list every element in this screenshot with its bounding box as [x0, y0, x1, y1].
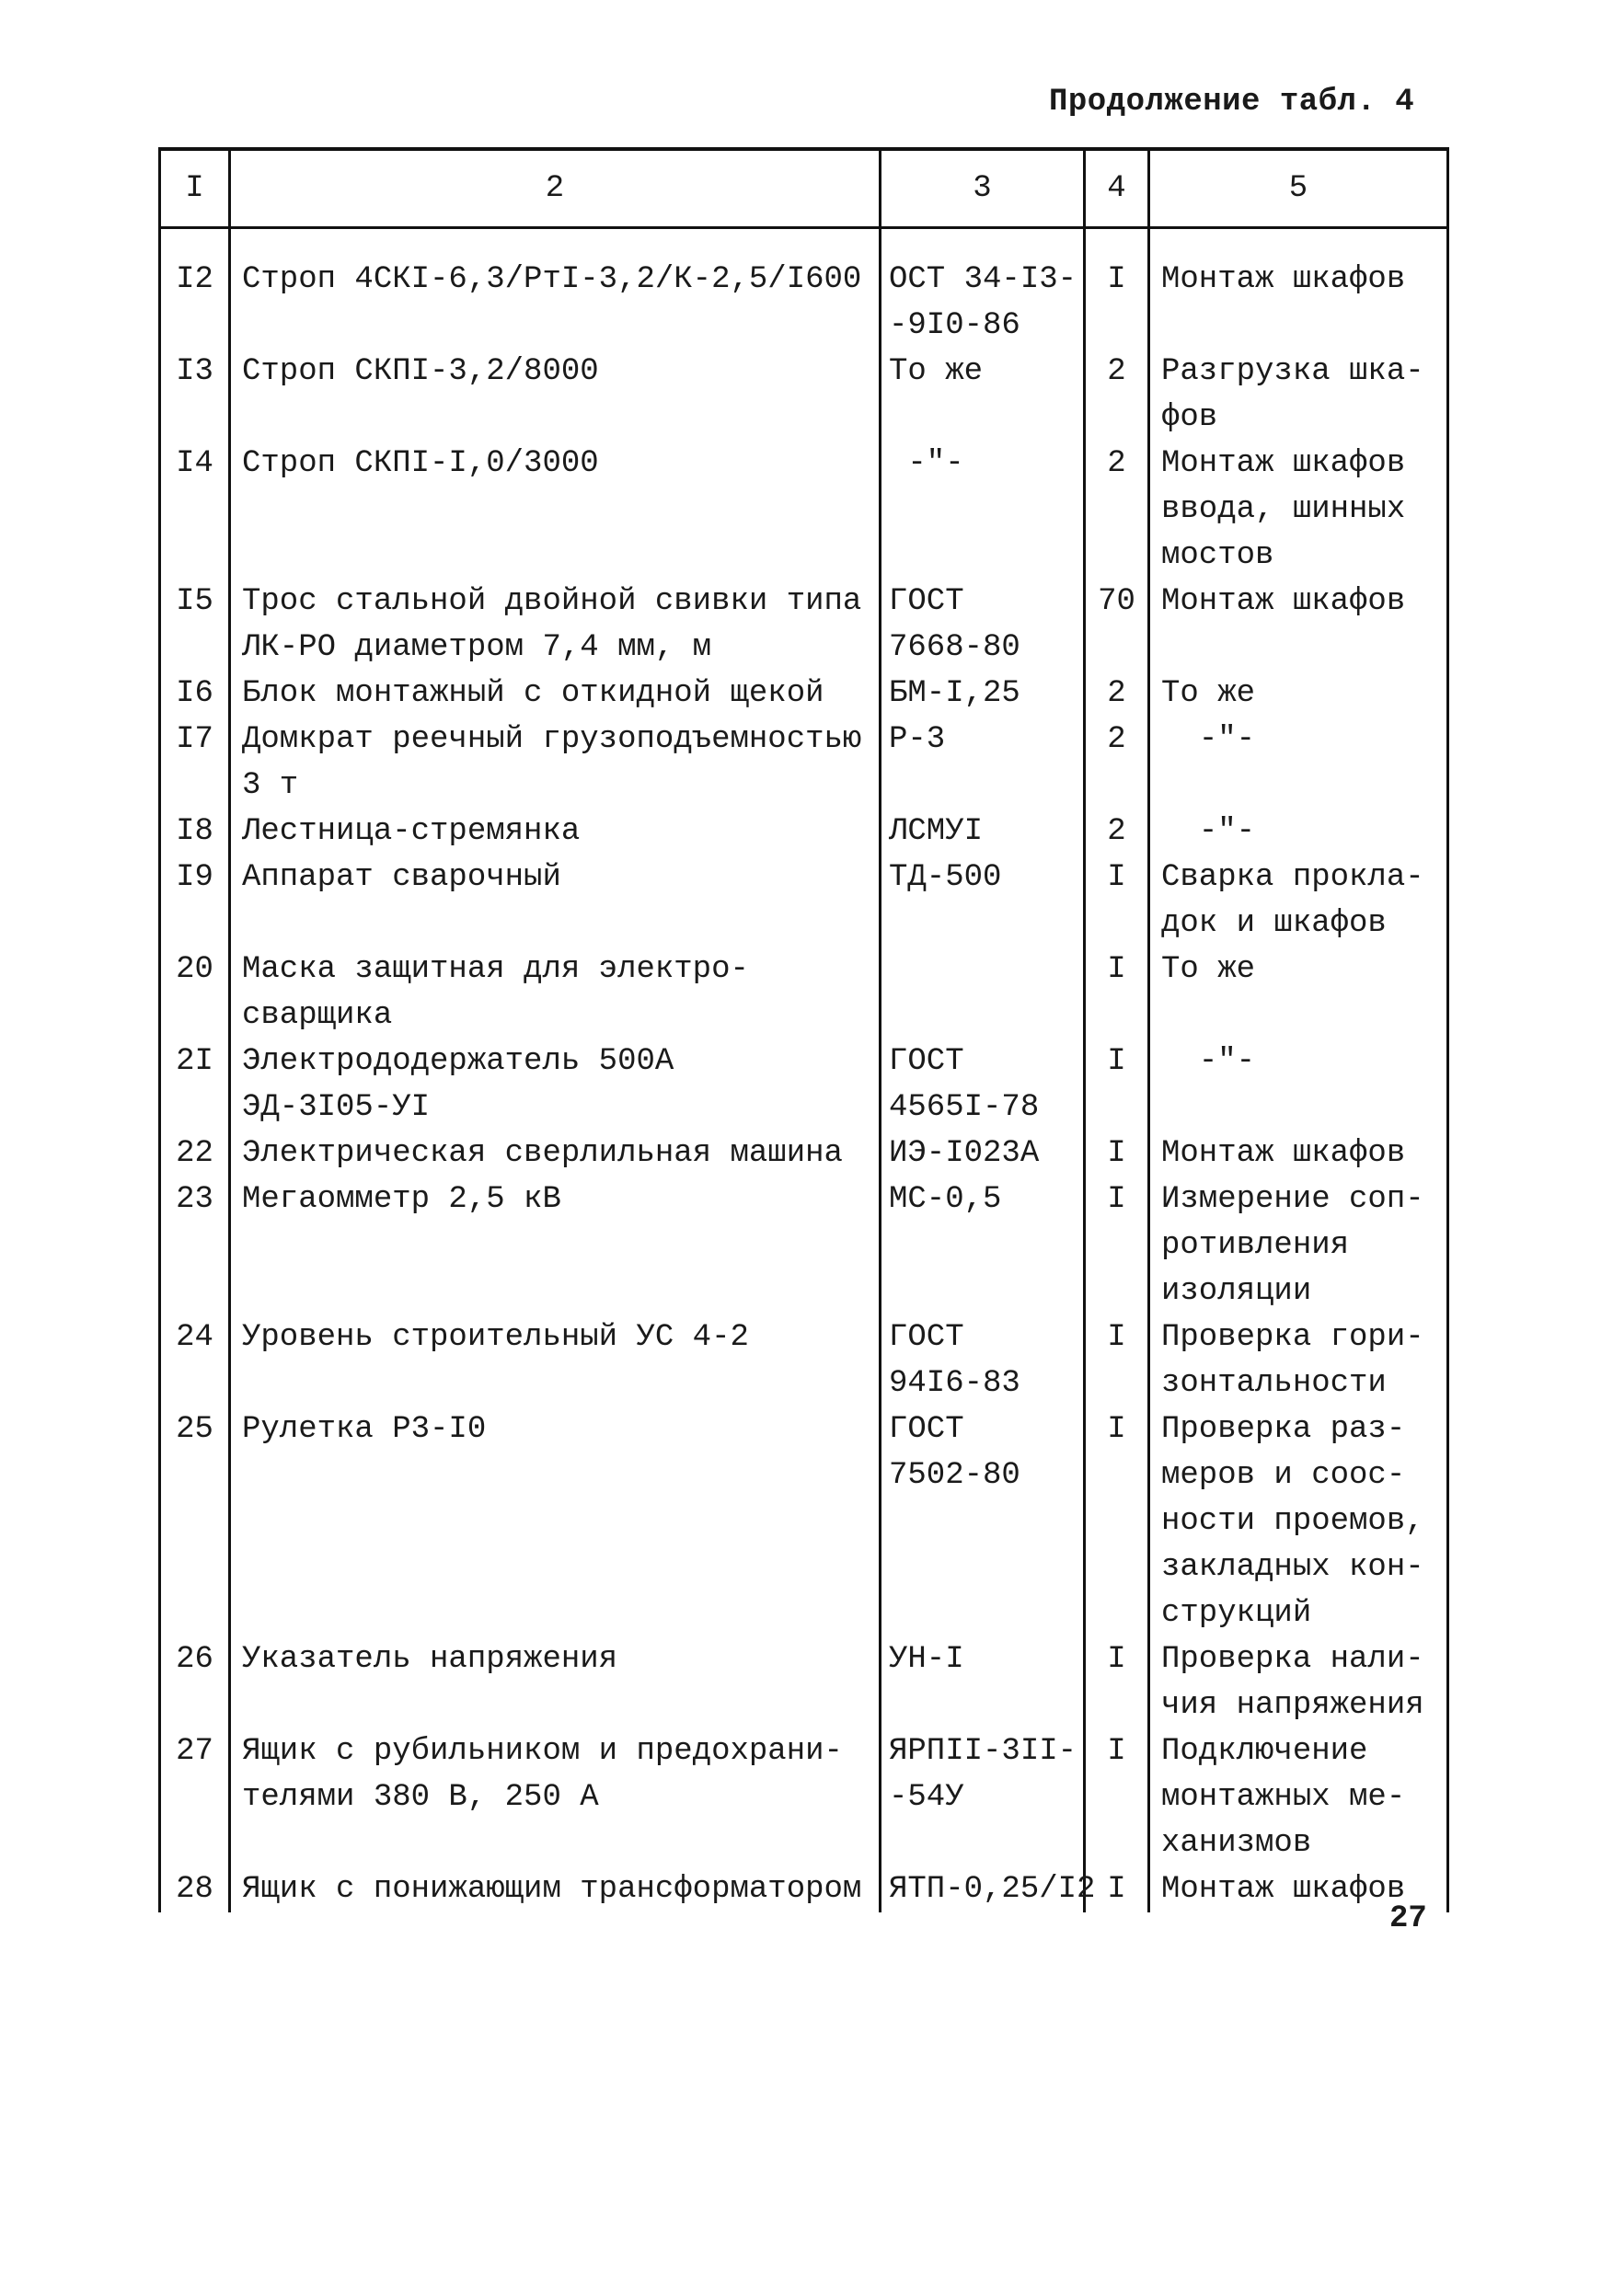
row-number-cell: I2: [160, 228, 230, 350]
table-row: [160, 947, 1448, 1039]
equipment-name-cell: Ящик с понижающим трансформатором: [230, 1866, 881, 1912]
purpose-cell: Измерение соп- ротивления изоляции: [1149, 1177, 1448, 1314]
table-row: [160, 1728, 1448, 1866]
equipment-table: [158, 147, 1446, 1912]
quantity-cell: I: [1085, 855, 1149, 947]
table-row: [160, 1636, 1448, 1728]
quantity-cell: 2: [1085, 671, 1149, 717]
table-row: [160, 717, 1448, 809]
header-row: [160, 149, 1448, 228]
row-number-cell: 22: [160, 1131, 230, 1177]
purpose-cell: Монтаж шкафов: [1149, 579, 1448, 671]
purpose-cell: Монтаж шкафов: [1149, 1866, 1448, 1912]
type-standard-cell: ГОСТ 7502-80: [881, 1406, 1085, 1636]
row-number-cell: I9: [160, 855, 230, 947]
type-standard-cell: ЯРПII-3II- -54У: [881, 1728, 1085, 1866]
table-row: [160, 1866, 1448, 1912]
row-number-cell: 23: [160, 1177, 230, 1314]
row-number-cell: I6: [160, 671, 230, 717]
table-row: [160, 1177, 1448, 1314]
equipment-name-cell: Домкрат реечный грузоподъемностью 3 т: [230, 717, 881, 809]
type-standard-cell: ЛСМУI: [881, 809, 1085, 855]
table-row: [160, 441, 1448, 579]
row-number-cell: I4: [160, 441, 230, 579]
type-standard-cell: УН-I: [881, 1636, 1085, 1728]
quantity-cell: 70: [1085, 579, 1149, 671]
purpose-cell: Монтаж шкафов: [1149, 1131, 1448, 1177]
table-row: [160, 855, 1448, 947]
table-row: [160, 809, 1448, 855]
row-number-cell: I8: [160, 809, 230, 855]
quantity-cell: I: [1085, 1636, 1149, 1728]
table-row: [160, 1406, 1448, 1636]
quantity-cell: I: [1085, 1406, 1149, 1636]
equipment-name-cell: Маска защитная для электро- сварщика: [230, 947, 881, 1039]
row-number-cell: I5: [160, 579, 230, 671]
type-standard-cell: То же: [881, 349, 1085, 441]
purpose-cell: -"-: [1149, 1039, 1448, 1131]
type-standard-cell: ГОСТ 94I6-83: [881, 1314, 1085, 1406]
quantity-cell: I: [1085, 947, 1149, 1039]
quantity-cell: I: [1085, 228, 1149, 350]
quantity-cell: 2: [1085, 441, 1149, 579]
equipment-name-cell: Строп СКПI-I,0/3000: [230, 441, 881, 579]
purpose-cell: Разгрузка шка- фов: [1149, 349, 1448, 441]
quantity-cell: I: [1085, 1728, 1149, 1866]
row-number-cell: 20: [160, 947, 230, 1039]
row-number-cell: 25: [160, 1406, 230, 1636]
purpose-cell: -"-: [1149, 717, 1448, 809]
quantity-cell: 2: [1085, 349, 1149, 441]
equipment-name-cell: Электрододержатель 500А ЭД-3I05-УI: [230, 1039, 881, 1131]
quantity-cell: 2: [1085, 717, 1149, 809]
equipment-name-cell: Строп СКПI-3,2/8000: [230, 349, 881, 441]
purpose-cell: Монтаж шкафов ввода, шинных мостов: [1149, 441, 1448, 579]
type-standard-cell: БМ-I,25: [881, 671, 1085, 717]
equipment-name-cell: Блок монтажный с откидной щекой: [230, 671, 881, 717]
table-body: [160, 228, 1448, 1913]
purpose-cell: -"-: [1149, 809, 1448, 855]
equipment-name-cell: Аппарат сварочный: [230, 855, 881, 947]
row-number-cell: 27: [160, 1728, 230, 1866]
column-header-5: 5: [1149, 149, 1448, 228]
equipment-name-cell: Уровень строительный УС 4-2: [230, 1314, 881, 1406]
type-standard-cell: ТД-500: [881, 855, 1085, 947]
purpose-cell: Подключение монтажных ме- ханизмов: [1149, 1728, 1448, 1866]
equipment-name-cell: Ящик с рубильником и предохрани- телями 380 В, 250 А: [230, 1728, 881, 1866]
type-standard-cell: ОСТ 34-I3- -9I0-86: [881, 228, 1085, 350]
column-header-4: 4: [1085, 149, 1149, 228]
row-number-cell: I3: [160, 349, 230, 441]
purpose-cell: Монтаж шкафов: [1149, 228, 1448, 350]
table-continuation-caption: Продолжение табл. 4: [1049, 85, 1415, 120]
type-standard-cell: -"-: [881, 441, 1085, 579]
column-header-3: 3: [881, 149, 1085, 228]
quantity-cell: I: [1085, 1314, 1149, 1406]
equipment-name-cell: Трос стальной двойной свивки типа ЛК-РО диаметром 7,4 мм, м: [230, 579, 881, 671]
table-row: [160, 579, 1448, 671]
equipment-name-cell: Рулетка Р3-I0: [230, 1406, 881, 1636]
row-number-cell: 24: [160, 1314, 230, 1406]
row-number-cell: I7: [160, 717, 230, 809]
row-number-cell: 28: [160, 1866, 230, 1912]
type-standard-cell: ГОСТ 7668-80: [881, 579, 1085, 671]
table-row: [160, 228, 1448, 350]
equipment-name-cell: Указатель напряжения: [230, 1636, 881, 1728]
quantity-cell: 2: [1085, 809, 1149, 855]
type-standard-cell: ГОСТ 4565I-78: [881, 1039, 1085, 1131]
table-row: [160, 1131, 1448, 1177]
type-standard-cell: Р-3: [881, 717, 1085, 809]
table-row: [160, 1314, 1448, 1406]
purpose-cell: Проверка нали- чия напряжения: [1149, 1636, 1448, 1728]
quantity-cell: I: [1085, 1039, 1149, 1131]
equipment-name-cell: Электрическая сверлильная машина: [230, 1131, 881, 1177]
purpose-cell: То же: [1149, 947, 1448, 1039]
table-row: [160, 671, 1448, 717]
purpose-cell: Проверка раз- меров и соос- ности проемов, закладных кон- струкций: [1149, 1406, 1448, 1636]
type-standard-cell: ИЭ-I023А: [881, 1131, 1085, 1177]
purpose-cell: Сварка прокла- док и шкафов: [1149, 855, 1448, 947]
page-number: 27: [1389, 1901, 1427, 1936]
column-header-1: I: [160, 149, 230, 228]
equipment-name-cell: Строп 4СКI-6,3/РтI-3,2/К-2,5/I600: [230, 228, 881, 350]
table-row: [160, 349, 1448, 441]
quantity-cell: I: [1085, 1177, 1149, 1314]
type-standard-cell: ЯТП-0,25/I2: [881, 1866, 1085, 1912]
row-number-cell: 2I: [160, 1039, 230, 1131]
type-standard-cell: МС-0,5: [881, 1177, 1085, 1314]
quantity-cell: I: [1085, 1866, 1149, 1912]
column-header-2: 2: [230, 149, 881, 228]
purpose-cell: Проверка гори- зонтальности: [1149, 1314, 1448, 1406]
table-row: [160, 1039, 1448, 1131]
equipment-name-cell: Мегаомметр 2,5 кВ: [230, 1177, 881, 1314]
row-number-cell: 26: [160, 1636, 230, 1728]
quantity-cell: I: [1085, 1131, 1149, 1177]
equipment-name-cell: Лестница-стремянка: [230, 809, 881, 855]
type-standard-cell: [881, 947, 1085, 1039]
purpose-cell: То же: [1149, 671, 1448, 717]
